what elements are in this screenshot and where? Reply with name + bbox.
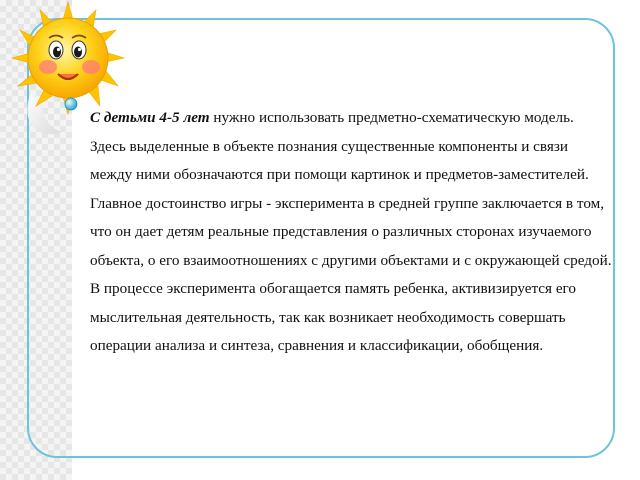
- paragraph-experiment-game: Главное достоинство игры - эксперимента в средней группе заключается в том, что он дает детям реальные представления о различных сторонах изучаемого объекта, о его взаимоотношениях с другими объектами и с окружающей средой. В процессе эксперимента обогащается память ребенка, активизируется его мыслительная деятельность, так как возникает необходимость совершать операции анализа и синтеза, сравнения и классификации, обобщения.: [90, 194, 612, 354]
- paragraph-age-4-5: [90, 104, 612, 190]
- slide-text: [90, 104, 612, 361]
- paragraph-lead: С детьми 4-5 лет: [90, 109, 210, 126]
- paragraph-body: нужно использовать предметно-схематическую модель. Здесь выделенные в объекте познания существенные компоненты и связи между ними обозначаются при помощи картинок и предметов-заместителей.: [90, 109, 589, 183]
